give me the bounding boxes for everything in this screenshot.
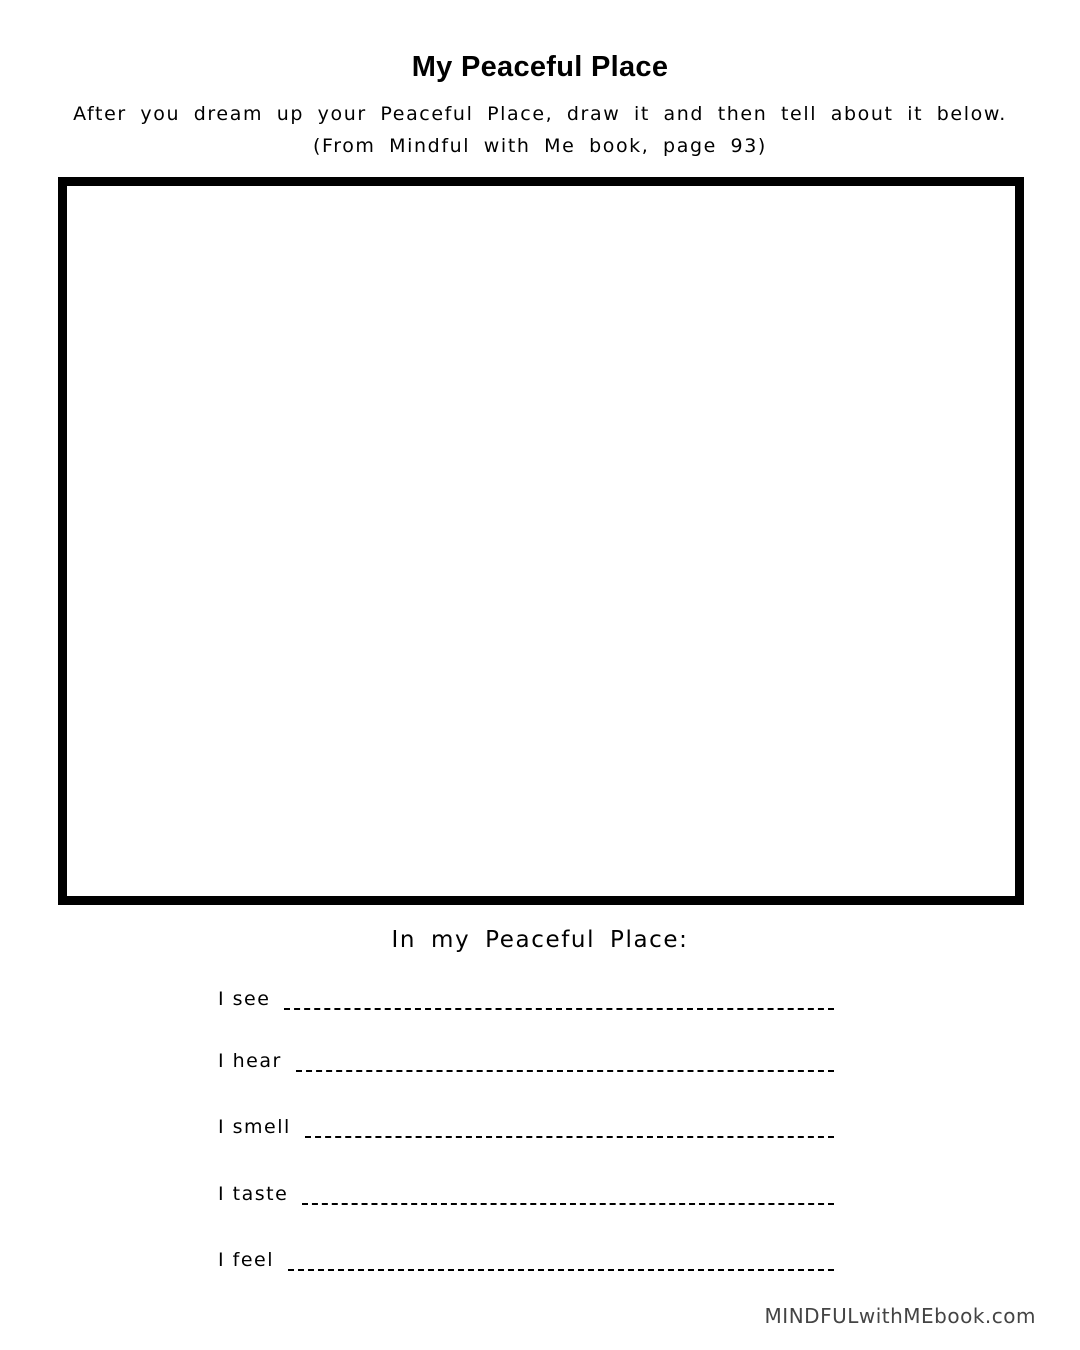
instruction-text: After you dream up your Peaceful Place, draw it and then tell about it below. xyxy=(73,103,1007,125)
answer-line-feel[interactable] xyxy=(288,1269,834,1271)
answer-line-taste[interactable] xyxy=(302,1203,834,1205)
prompt-row-taste xyxy=(218,1177,834,1207)
prompt-row-feel xyxy=(218,1243,834,1273)
prompt-label-feel: I feel xyxy=(218,1249,274,1271)
prompt-row-smell xyxy=(218,1110,834,1140)
prompt-row-hear xyxy=(218,1044,834,1074)
answer-line-see[interactable] xyxy=(284,1008,834,1010)
page-title: My Peaceful Place xyxy=(411,51,669,83)
prompt-label-smell: I smell xyxy=(218,1116,291,1138)
prompt-row-see xyxy=(218,982,834,1012)
drawing-area[interactable] xyxy=(58,177,1024,905)
prompts-heading: In my Peaceful Place: xyxy=(391,927,689,953)
prompt-label-hear: I hear xyxy=(218,1050,282,1072)
answer-line-smell[interactable] xyxy=(305,1136,834,1138)
website-footer: MINDFULwithMEbook.com xyxy=(764,1304,1036,1328)
answer-line-hear[interactable] xyxy=(296,1070,834,1072)
prompt-label-taste: I taste xyxy=(218,1183,289,1205)
book-reference-text: (From Mindful with Me book, page 93) xyxy=(313,135,767,157)
prompt-label-see: I see xyxy=(218,988,271,1010)
